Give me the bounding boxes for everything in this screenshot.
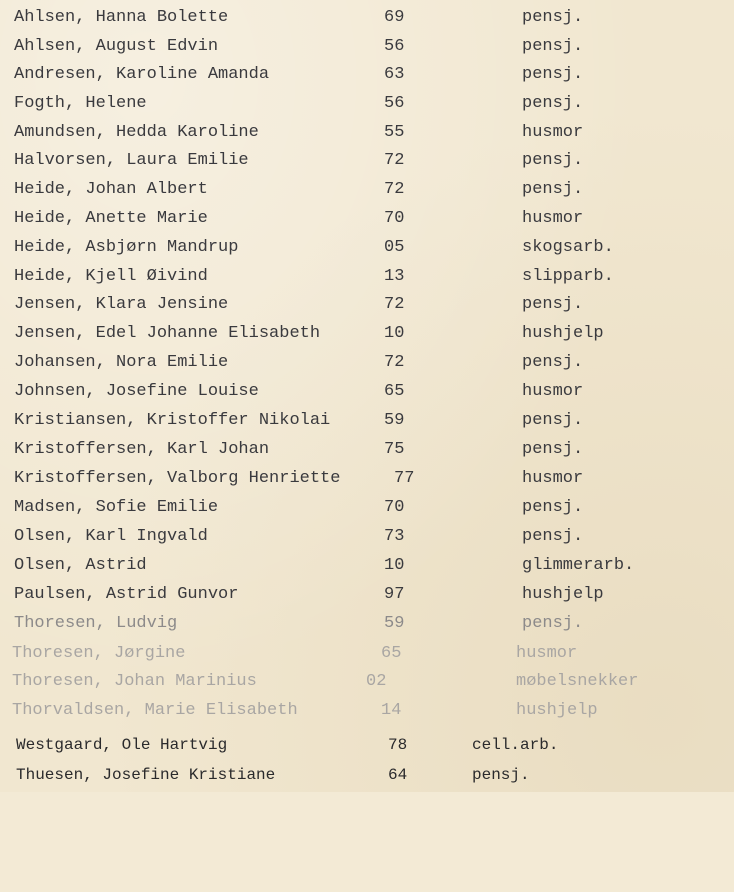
list-item xyxy=(0,62,734,88)
birth-year: 56 xyxy=(384,37,405,56)
birth-year: 13 xyxy=(384,267,405,286)
person-name: Heide, Kjell Øivind xyxy=(14,267,208,286)
person-name: Olsen, Karl Ingvald xyxy=(14,527,208,546)
birth-year: 05 xyxy=(384,238,405,257)
birth-year: 65 xyxy=(381,644,402,663)
birth-year: 59 xyxy=(384,614,405,633)
birth-year: 56 xyxy=(384,94,405,113)
person-name: Madsen, Sofie Emilie xyxy=(14,498,219,517)
occupation: husmor xyxy=(516,644,578,663)
person-name: Kristiansen, Kristoffer Nikolai xyxy=(14,411,331,430)
occupation: pensj. xyxy=(522,94,584,113)
occupation: pensj. xyxy=(522,440,584,459)
birth-year: 72 xyxy=(384,180,405,199)
list-item xyxy=(0,235,734,261)
occupation: pensj. xyxy=(522,411,584,430)
occupation: pensj. xyxy=(522,151,584,170)
person-name: Andresen, Karoline Amanda xyxy=(14,65,270,84)
birth-year: 55 xyxy=(384,123,405,142)
occupation: hushjelp xyxy=(522,324,604,343)
birth-year: 10 xyxy=(384,556,405,575)
occupation: husmor xyxy=(522,209,584,228)
birth-year: 78 xyxy=(388,736,408,754)
occupation: pensj. xyxy=(522,180,584,199)
birth-year: 73 xyxy=(384,527,405,546)
list-item xyxy=(0,732,734,758)
list-item xyxy=(0,437,734,463)
list-item xyxy=(0,206,734,232)
birth-year: 75 xyxy=(384,440,405,459)
list-item xyxy=(0,466,734,492)
person-name: Ahlsen, August Edvin xyxy=(14,37,219,56)
occupation: cell.arb. xyxy=(472,736,559,754)
person-name: Kristoffersen, Karl Johan xyxy=(14,440,270,459)
list-item xyxy=(0,641,734,667)
person-name: Johansen, Nora Emilie xyxy=(14,353,229,372)
occupation: pensj. xyxy=(522,65,584,84)
occupation: pensj. xyxy=(522,353,584,372)
occupation: pensj. xyxy=(522,498,584,517)
person-name: Johnsen, Josefine Louise xyxy=(14,382,259,401)
birth-year: 77 xyxy=(394,469,415,488)
occupation: pensj. xyxy=(522,295,584,314)
list-item xyxy=(0,582,734,608)
birth-year: 70 xyxy=(384,209,405,228)
birth-year: 64 xyxy=(388,766,408,784)
person-name: Heide, Asbjørn Mandrup xyxy=(14,238,239,257)
birth-year: 14 xyxy=(381,701,402,720)
occupation: skogsarb. xyxy=(522,238,614,257)
person-name: Jensen, Klara Jensine xyxy=(14,295,229,314)
birth-year: 70 xyxy=(384,498,405,517)
list-item xyxy=(0,495,734,521)
birth-year: 63 xyxy=(384,65,405,84)
occupation: glimmerarb. xyxy=(522,556,635,575)
occupation: hushjelp xyxy=(522,585,604,604)
list-item xyxy=(0,698,734,724)
list-item xyxy=(0,264,734,290)
person-name: Halvorsen, Laura Emilie xyxy=(14,151,249,170)
birth-year: 72 xyxy=(384,151,405,170)
list-item xyxy=(0,292,734,318)
birth-year: 59 xyxy=(384,411,405,430)
list-item xyxy=(0,5,734,31)
person-name: Jensen, Edel Johanne Elisabeth xyxy=(14,324,321,343)
occupation: pensj. xyxy=(522,37,584,56)
list-item xyxy=(0,350,734,376)
list-item xyxy=(0,148,734,174)
occupation: hushjelp xyxy=(516,701,598,720)
person-name: Thoresen, Jørgine xyxy=(12,644,186,663)
list-item xyxy=(0,611,734,637)
occupation: husmor xyxy=(522,469,584,488)
person-name: Thorvaldsen, Marie Elisabeth xyxy=(12,701,298,720)
person-name: Paulsen, Astrid Gunvor xyxy=(14,585,239,604)
occupation: møbelsnekker xyxy=(516,672,639,691)
person-name: Amundsen, Hedda Karoline xyxy=(14,123,259,142)
list-item xyxy=(0,524,734,550)
person-name: Heide, Anette Marie xyxy=(14,209,208,228)
person-name: Westgaard, Ole Hartvig xyxy=(16,736,228,754)
person-name: Olsen, Astrid xyxy=(14,556,147,575)
birth-year: 02 xyxy=(366,672,387,691)
person-name: Thoresen, Johan Marinius xyxy=(12,672,257,691)
birth-year: 69 xyxy=(384,8,405,27)
list-item xyxy=(0,321,734,347)
person-name: Heide, Johan Albert xyxy=(14,180,208,199)
birth-year: 65 xyxy=(384,382,405,401)
occupation: pensj. xyxy=(522,8,584,27)
list-item xyxy=(0,177,734,203)
person-name: Thuesen, Josefine Kristiane xyxy=(16,766,276,784)
occupation: husmor xyxy=(522,123,584,142)
person-name: Thoresen, Ludvig xyxy=(14,614,178,633)
list-item xyxy=(0,379,734,405)
list-item xyxy=(0,669,734,695)
list-item xyxy=(0,553,734,579)
occupation: slipparb. xyxy=(522,267,614,286)
occupation: pensj. xyxy=(522,614,584,633)
occupation: husmor xyxy=(522,382,584,401)
occupation: pensj. xyxy=(522,527,584,546)
list-item xyxy=(0,408,734,434)
person-name: Ahlsen, Hanna Bolette xyxy=(14,8,229,27)
occupation: pensj. xyxy=(472,766,530,784)
birth-year: 72 xyxy=(384,353,405,372)
person-name: Fogth, Helene xyxy=(14,94,147,113)
birth-year: 97 xyxy=(384,585,405,604)
list-item xyxy=(0,762,734,788)
list-item xyxy=(0,34,734,60)
person-name: Kristoffersen, Valborg Henriette xyxy=(14,469,341,488)
birth-year: 72 xyxy=(384,295,405,314)
birth-year: 10 xyxy=(384,324,405,343)
list-item xyxy=(0,120,734,146)
list-item xyxy=(0,91,734,117)
